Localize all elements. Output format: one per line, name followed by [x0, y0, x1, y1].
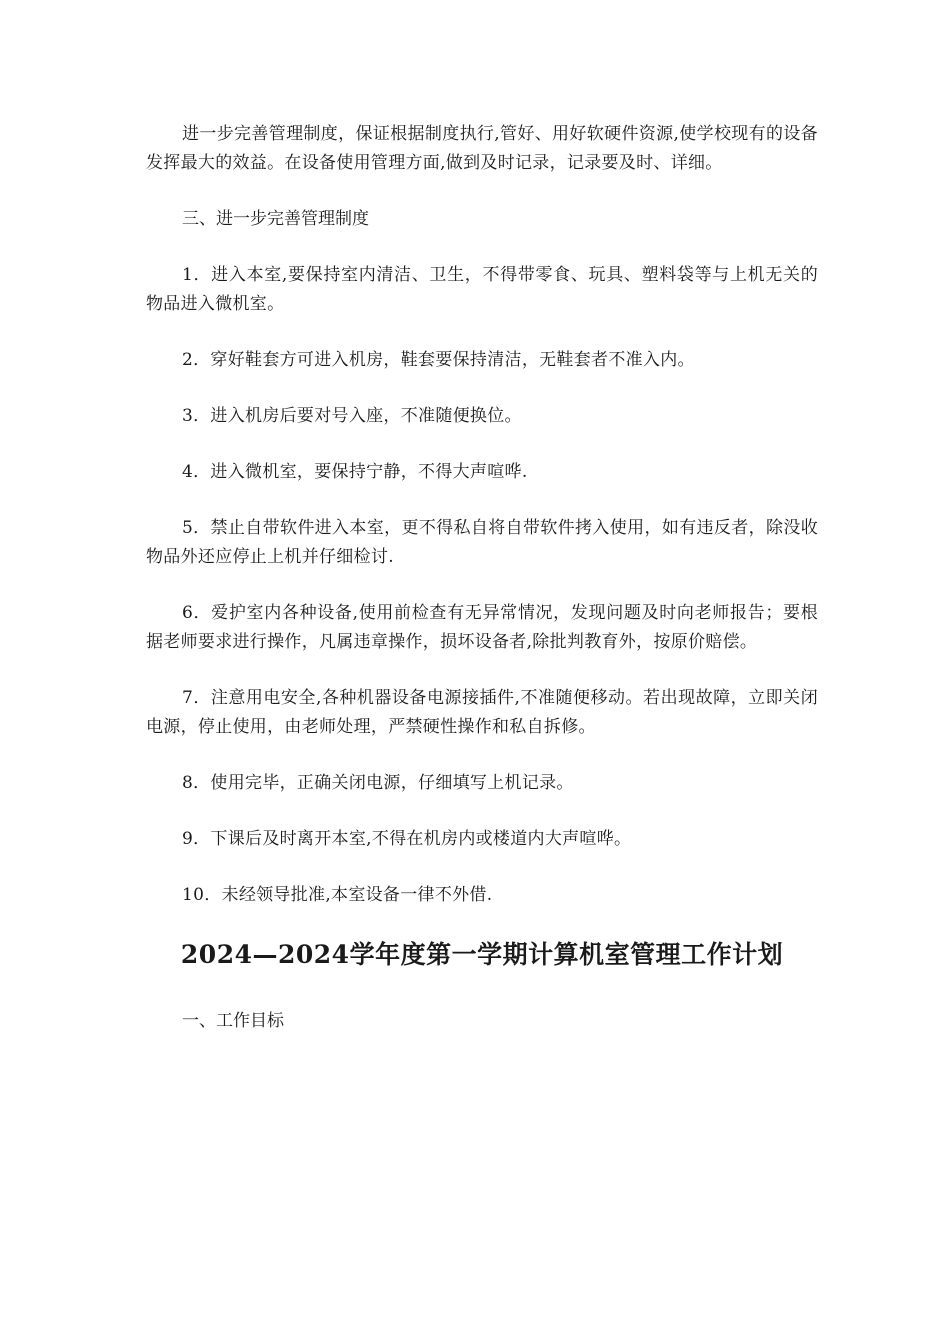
rule-item-8: 8．使用完毕，正确关闭电源，仔细填写上机记录。: [182, 773, 574, 793]
rule-item-9: 9．下课后及时离开本室,不得在机房内或楼道内大声喧哗。: [182, 829, 632, 849]
rule-item-1: 1．进入本室,要保持室内清洁、卫生，不得带零食、玩具、塑料袋等与上机无关的物品进入微机室。: [146, 265, 818, 314]
plan-title: 2024—2024学年度第一学期计算机室管理工作计划: [180, 940, 784, 969]
intro-paragraph: 进一步完善管理制度，保证根据制度执行,管好、用好软硬件资源,使学校现有的设备发挥最大的效益。在设备使用管理方面,做到及时记录，记录要及时、详细。: [146, 124, 818, 173]
rule-item-2: 2．穿好鞋套方可进入机房，鞋套要保持清洁，无鞋套者不准入内。: [182, 350, 695, 370]
document-page: [146, 120, 818, 1063]
section-one-heading: 一、工作目标: [182, 1011, 284, 1031]
rule-item-6: 6．爱护室内各种设备,使用前检查有无异常情况，发现问题及时向老师报告；要根据老师要求进行操作，凡属违章操作，损坏设备者,除批判教育外，按原价赔偿。: [146, 603, 818, 652]
section-three-heading: 三、进一步完善管理制度: [182, 209, 369, 229]
rule-item-10: 10．未经领导批准,本室设备一律不外借.: [182, 885, 493, 905]
rule-item-4: 4．进入微机室，要保持宁静，不得大声喧哗.: [182, 462, 528, 482]
rule-item-5: 5．禁止自带软件进入本室，更不得私自将自带软件拷入使用，如有违反者，除没收物品外还应停止上机并仔细检讨.: [146, 518, 818, 567]
rule-item-7: 7．注意用电安全,各种机器设备电源接插件,不准随便移动。若出现故障，立即关闭电源，停止使用，由老师处理，严禁硬性操作和私自拆修。: [146, 688, 818, 737]
rule-item-3: 3．进入机房后要对号入座，不准随便换位。: [182, 406, 522, 426]
